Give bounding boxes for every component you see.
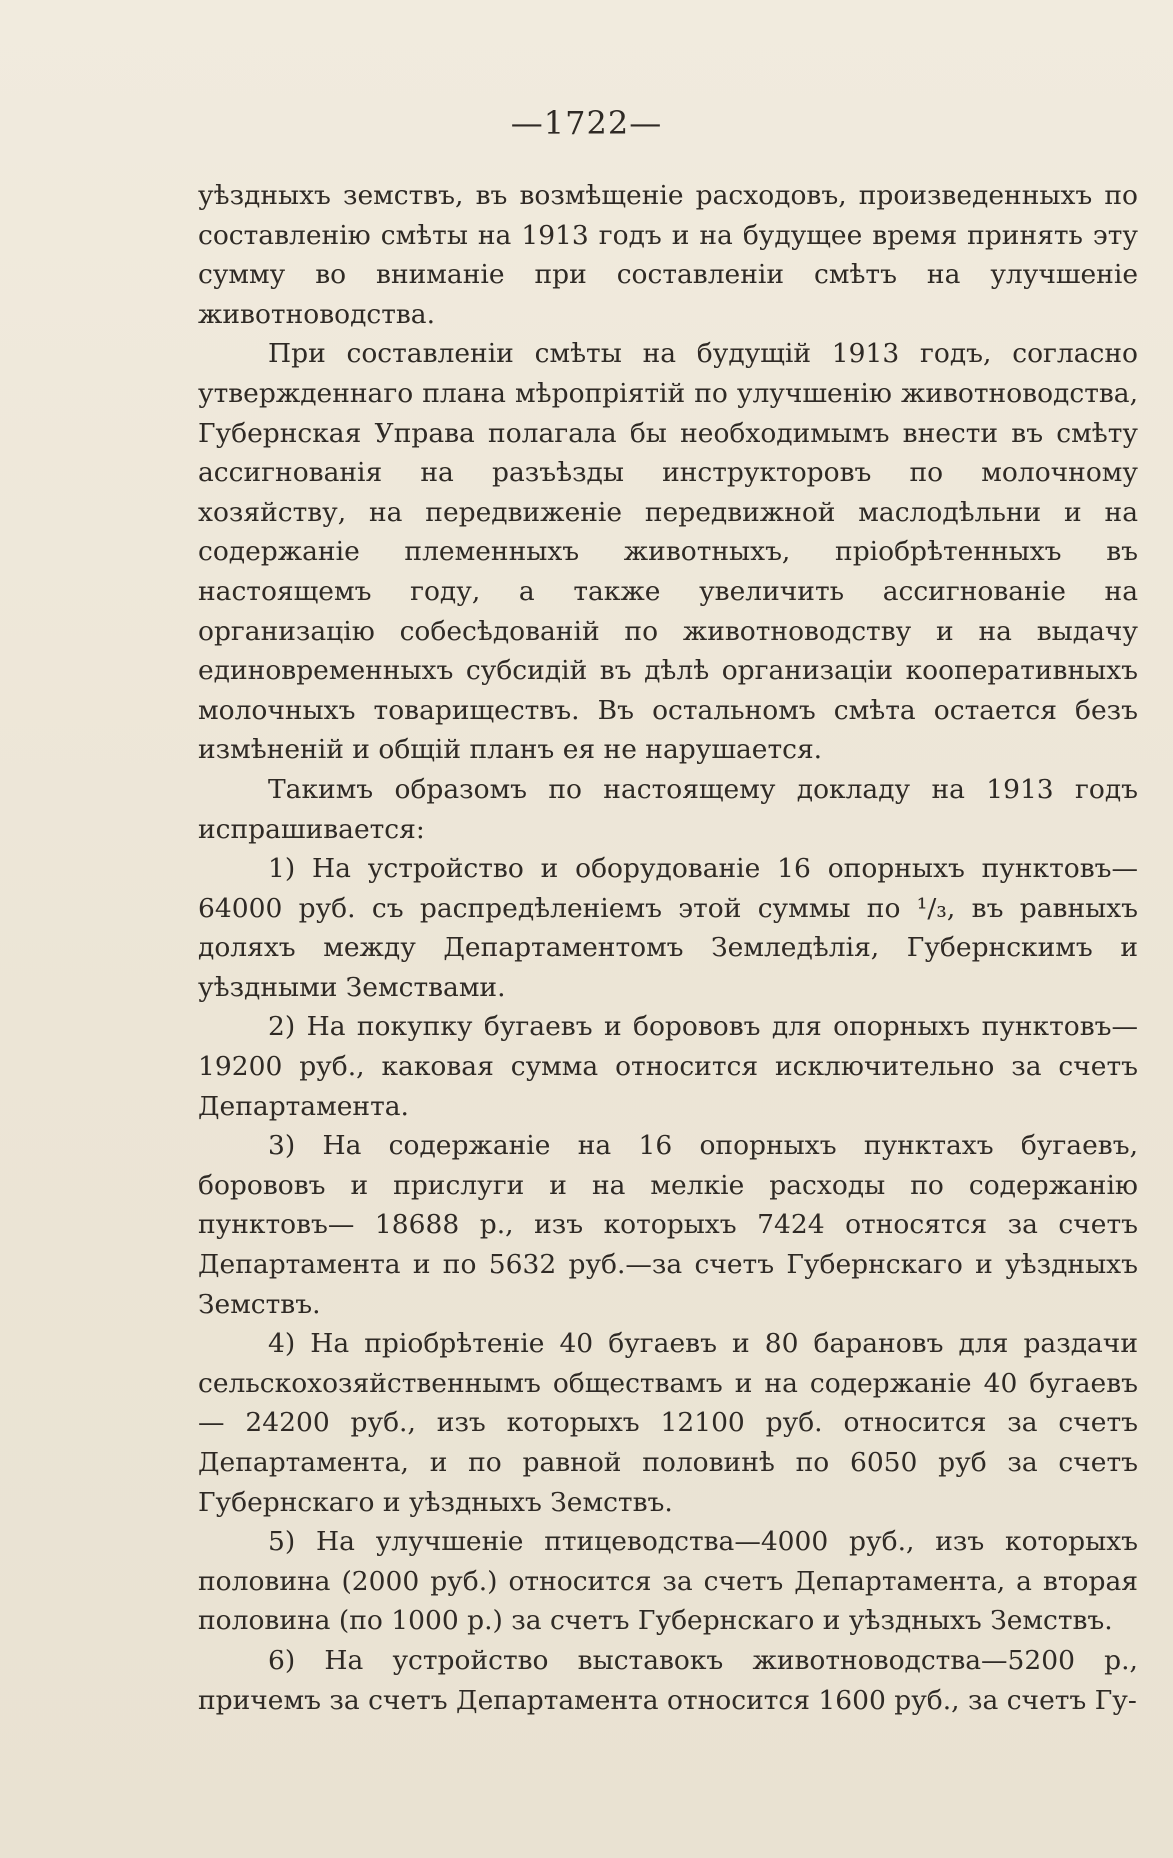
list-item-1: 1) На устройство и оборудованіе 16 опорныхъ пунктовъ— 64000 руб. съ распредѣленіемъ этой суммы по ¹/₃, въ равныхъ доляхъ между Департаментомъ Земледѣлія, Губернскимъ и уѣздными Земствами. (198, 853, 1138, 1003)
paragraph-summary-intro: Такимъ образомъ по настоящему докладу на 1913 годъ испрашивается: (198, 773, 1138, 845)
paragraph-estimate-plan: При составленіи смѣты на будущій 1913 годъ, согласно утвержденнаго плана мѣропріятій по улучшенію животноводства, Губернская Управа полагала бы необходимымъ внести въ смѣту ассигнованія на разъѣзды инструкторовъ по молочному хозяйству, на передвиженіе передвижной маслодѣльни и на содержаніе племенныхъ животныхъ, пріобрѣтенныхъ въ настоящемъ году, а также увеличить ассигнованіе на организацію собесѣдованій по животноводству и на выдачу единовременныхъ субсидій въ дѣлѣ организаціи кооперативныхъ молочныхъ товариществъ. Въ остальномъ смѣта остается безъ измѣненій и общій планъ ея не нарушается. (198, 338, 1138, 766)
text-body (198, 176, 1138, 1720)
list-item-6: 6) На устройство выставокъ животноводства—5200 р., причемъ за счетъ Департамента относится 1600 руб., за счетъ Гу- (198, 1644, 1138, 1716)
list-item-4: 4) На пріобрѣтеніе 40 бугаевъ и 80 барановъ для раздачи сельскохозяйственнымъ обществамъ и на содержаніе 40 бугаевъ— 24200 руб., изъ которыхъ 12100 руб. относится за счетъ Департамента, и по равной половинѣ по 6050 руб за счетъ Губернскаго и уѣздныхъ Земствъ. (198, 1328, 1138, 1518)
paragraph-continuation: уѣздныхъ земствъ, въ возмѣщеніе расходовъ, произведенныхъ по составленію смѣты на 1913 годъ и на будущее время принять эту сумму во вниманіе при составленіи смѣтъ на улучшеніе животноводства. (198, 180, 1138, 330)
list-item-5: 5) На улучшеніе птицеводства—4000 руб., изъ которыхъ половина (2000 руб.) относится за счетъ Департамента, а вторая половина (по 1000 р.) за счетъ Губернскаго и уѣздныхъ Земствъ. (198, 1526, 1138, 1637)
list-item-2: 2) На покупку бугаевъ и борововъ для опорныхъ пунктовъ— 19200 руб., каковая сумма относится исключительно за счетъ Департамента. (198, 1011, 1138, 1122)
page-number: —1722— (510, 104, 663, 142)
list-item-3: 3) На содержаніе на 16 опорныхъ пунктахъ бугаевъ, борововъ и прислуги и на мелкіе расходы по содержанію пунктовъ— 18688 р., изъ которыхъ 7424 относятся за счетъ Департамента и по 5632 руб.—за счетъ Губернскаго и уѣздныхъ Земствъ. (198, 1130, 1138, 1320)
